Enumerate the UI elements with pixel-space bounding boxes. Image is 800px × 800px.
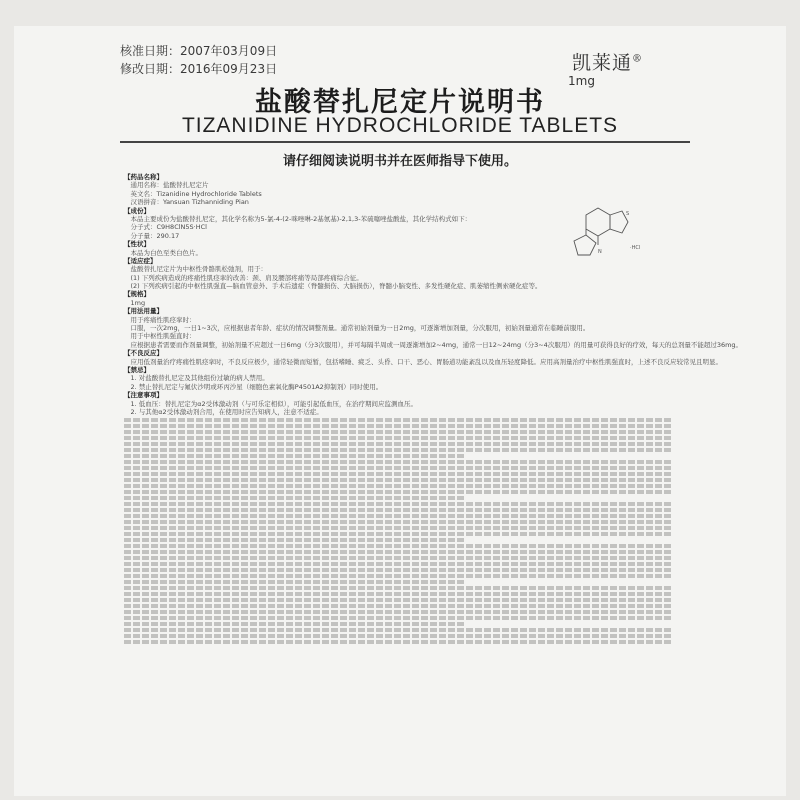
text-line-filler — [124, 634, 672, 638]
section-line: 用于疼痛性肌痉挛时： — [124, 315, 196, 324]
section-line: 英文名：Tizanidine Hydrochloride Tablets — [124, 189, 262, 198]
section-line: 1. 低血压：替扎尼定为α2受体激动剂（与可乐定相似），可能引起低血压，在治疗期间应监测血压。 — [124, 399, 417, 408]
section-line: (1) 下列疾病造成的疼痛性肌痉挛的改善：颈、肩及腰部疼痛等局部疼痛综合征。 — [124, 273, 363, 282]
text-line-filler — [124, 562, 672, 566]
section-line: 2. 与其他α2受体激动剂合用，在使用时应告知病人，注意不适症。 — [124, 407, 323, 416]
section-line: 分子式：C9H8ClN5S·HCl — [124, 223, 207, 232]
section — [124, 207, 672, 215]
text-line-filler — [124, 508, 672, 512]
section-line: 1. 对盐酸替扎尼定及其他组份过敏的病人禁用。 — [124, 374, 269, 383]
leaflet-body — [124, 173, 743, 644]
section-label: 【用法用量】 — [124, 307, 163, 316]
text-line-filler — [124, 424, 672, 428]
text-line-filler — [124, 616, 672, 620]
section-line: 本品为白色至类白色片。 — [124, 248, 202, 257]
text-line-filler — [124, 556, 672, 560]
section-label: 【注意事项】 — [124, 391, 163, 400]
section-line: 盐酸替扎尼定片为中枢性骨骼肌松弛剂，用于： — [124, 265, 267, 274]
document-meta — [120, 42, 277, 78]
text-line-filler — [124, 604, 672, 608]
text-line-filler — [124, 514, 672, 518]
text-line-filler — [124, 598, 672, 602]
text-line-filler — [124, 520, 672, 524]
text-line-filler — [124, 550, 672, 554]
section-line: 应根据患者需要而作剂量调整，初始剂量不应超过一日6mg（分3次服用），并可每隔半周或一周逐渐增加2~4mg，通常一日12~24mg（分3~4次服用）的用量可获得良好的疗效，每天的总剂量不能超过36mg。 — [124, 340, 743, 349]
reading-notice: 请仔细阅读说明书并在医师指导下使用。 — [282, 154, 517, 169]
approval-date: 核准日期：2007年03月09日 — [120, 44, 278, 58]
text-line-filler — [124, 640, 672, 644]
text-line-filler — [124, 454, 464, 458]
section-line: 分子量：290.17 — [124, 231, 180, 240]
section-label: 【不良反应】 — [124, 349, 163, 358]
text-line-filler — [124, 430, 672, 434]
section — [124, 391, 672, 399]
section-line: 应用低剂量治疗疼痛性肌痉挛时，不良反应极少，通常轻微而短暂，包括嗜睡、疲乏、头昏、口干、恶心、胃肠道功能紊乱以及血压轻度降低。应用高剂量治疗中枢性肌强直时，上述不良反应较常见且明显。 — [124, 357, 722, 366]
text-line-filler — [124, 496, 464, 500]
svg-text:S: S — [626, 211, 630, 217]
text-line-filler — [124, 460, 672, 464]
section-label: 【规格】 — [124, 290, 150, 299]
text-line-filler — [124, 418, 672, 422]
text-line-filler — [124, 580, 464, 584]
text-line-filler — [124, 628, 672, 632]
section — [124, 290, 672, 298]
text-line-filler — [124, 442, 672, 446]
text-line-filler — [124, 622, 464, 626]
text-line-filler — [124, 544, 672, 548]
text-line-filler — [124, 526, 672, 530]
text-line-filler — [124, 568, 672, 572]
section-line: 汉语拼音：Yansuan Tizhanniding Pian — [124, 198, 249, 207]
section-line: 2. 禁止替扎尼定与氟伏沙明或环丙沙星（细胞色素氧化酶P4501A2抑制剂）同时使用。 — [124, 382, 383, 391]
text-line-filler — [124, 490, 672, 494]
section — [124, 349, 672, 357]
svg-text:N: N — [598, 249, 602, 255]
text-line-filler — [124, 532, 672, 536]
text-line-filler — [124, 502, 672, 506]
text-line-filler — [124, 478, 672, 482]
title-rule — [120, 141, 690, 143]
text-line-filler — [124, 436, 672, 440]
section-line: 1mg — [124, 298, 146, 307]
text-line-filler — [124, 586, 672, 590]
text-line-filler — [124, 484, 672, 488]
text-line-filler — [124, 610, 672, 614]
section-line: (2) 下列疾病引起的中枢性肌强直—脑血管意外、手术后遗症（脊髓损伤、大脑损伤），脊髓小脑变性、多发性硬化症、肌萎缩性侧索硬化症等。 — [124, 282, 542, 291]
section-label: 【性状】 — [124, 240, 150, 249]
text-line-filler — [124, 466, 672, 470]
text-line-filler — [124, 574, 672, 578]
section-label: 【药品名称】 — [124, 173, 163, 181]
title-english: TIZANIDINE HYDROCHLORIDE TABLETS — [181, 114, 619, 137]
section-line: 用于中枢性肌强直时： — [124, 332, 196, 341]
section-line: 本品主要成份为盐酸替扎尼定，其化学名称为5-氯-4-(2-咪唑啉-2基氨基)-2,1,3-苯硫噻唑盐酸盐，其化学结构式如下： — [124, 214, 472, 223]
text-line-filler — [124, 592, 672, 596]
revision-date: 修改日期：2016年09月23日 — [120, 62, 278, 76]
section-label: 【禁忌】 — [124, 365, 150, 374]
title-chinese: 盐酸替扎尼定片说明书 — [255, 87, 545, 118]
section-label: 【成份】 — [124, 206, 150, 215]
section — [124, 240, 672, 248]
section-line: 通用名称：盐酸替扎尼定片 — [124, 181, 209, 190]
text-line-filler — [124, 538, 464, 542]
brand-name: 凯莱通® — [572, 52, 644, 74]
section-label: 【适应症】 — [124, 256, 157, 265]
section — [124, 307, 672, 315]
strength-label: 1mg — [568, 74, 595, 88]
svg-text:·HCl: ·HCl — [630, 245, 641, 251]
text-line-filler — [124, 472, 672, 476]
section-line: 口服，一次2mg，一日1~3次，应根据患者年龄、症状的情况调整剂量。通常初始剂量为一日2mg，可逐渐增加剂量，分次服用，初始剂量通常在临睡前服用。 — [124, 324, 590, 333]
text-line-filler — [124, 448, 672, 452]
